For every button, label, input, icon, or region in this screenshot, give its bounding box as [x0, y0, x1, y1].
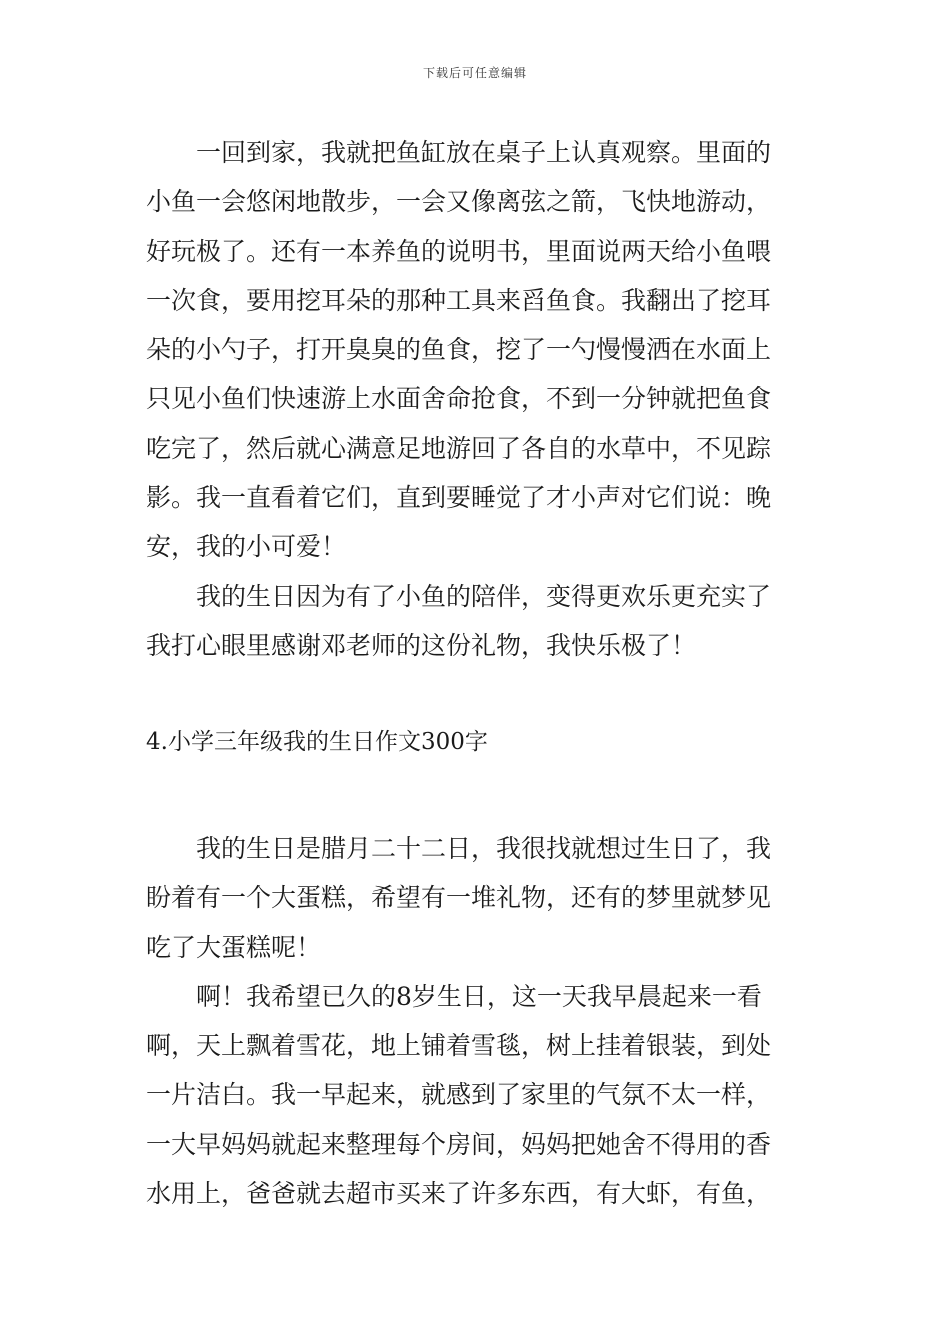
paragraph-line: 我打心眼里感谢邓老师的这份礼物，我快乐极了！: [146, 630, 697, 660]
paragraph-line: 一大早妈妈就起来整理每个房间，妈妈把她舍不得用的香: [146, 1129, 772, 1159]
page-header-note: 下载后可任意编辑: [422, 66, 527, 80]
paragraph-line: 好玩极了。还有一本养鱼的说明书，里面说两天给小鱼喂: [146, 236, 772, 266]
paragraph-line: 我的生日因为有了小鱼的陪伴，变得更欢乐更充实了: [196, 581, 772, 611]
paragraph-line: 我的生日是腊月二十二日，我很找就想过生日了，我: [196, 834, 772, 863]
paragraph-line: 吃完了，然后就心满意足地游回了各自的水草中，不见踪: [146, 433, 772, 463]
paragraph-line: 啊！我希望已久的8岁生日，这一天我早晨起来一看: [196, 981, 762, 1011]
paragraph-line: 小鱼一会悠闲地散步，一会又像离弦之箭，飞快地游动，: [146, 187, 772, 217]
paragraph-line: 安，我的小可爱！: [146, 532, 347, 562]
paragraph-line: 朵的小勺子，打开臭臭的鱼食，挖了一勺慢慢洒在水面上: [146, 335, 772, 365]
paragraph-line: 影。我一直看着它们，直到要睡觉了才小声对它们说：晚: [146, 483, 772, 513]
paragraph-line: 啊，天上飘着雪花，地上铺着雪毯，树上挂着银装，到处: [146, 1031, 772, 1061]
paragraph-line: 一片洁白。我一早起来，就感到了家里的气氛不太一样，: [146, 1080, 772, 1110]
essay-section-2: [146, 824, 806, 1218]
paragraph-line: 一回到家，我就把鱼缸放在桌子上认真观察。里面的: [196, 138, 772, 167]
paragraph-line: 一次食，要用挖耳朵的那种工具来舀鱼食。我翻出了挖耳: [146, 285, 772, 315]
paragraph-line: 只见小鱼们快速游上水面舍命抢食，不到一分钟就把鱼食: [146, 384, 772, 414]
paragraph-line: 水用上，爸爸就去超市买来了许多东西，有大虾，有鱼，: [146, 1179, 772, 1209]
paragraph-line: 吃了大蛋糕呢！: [146, 932, 322, 962]
essay-section-1: [146, 128, 806, 670]
section-heading: 4.小学三年级我的生日作文300字: [146, 729, 488, 755]
paragraph-line: 盼着有一个大蛋糕，希望有一堆礼物，还有的梦里就梦见: [146, 883, 772, 913]
